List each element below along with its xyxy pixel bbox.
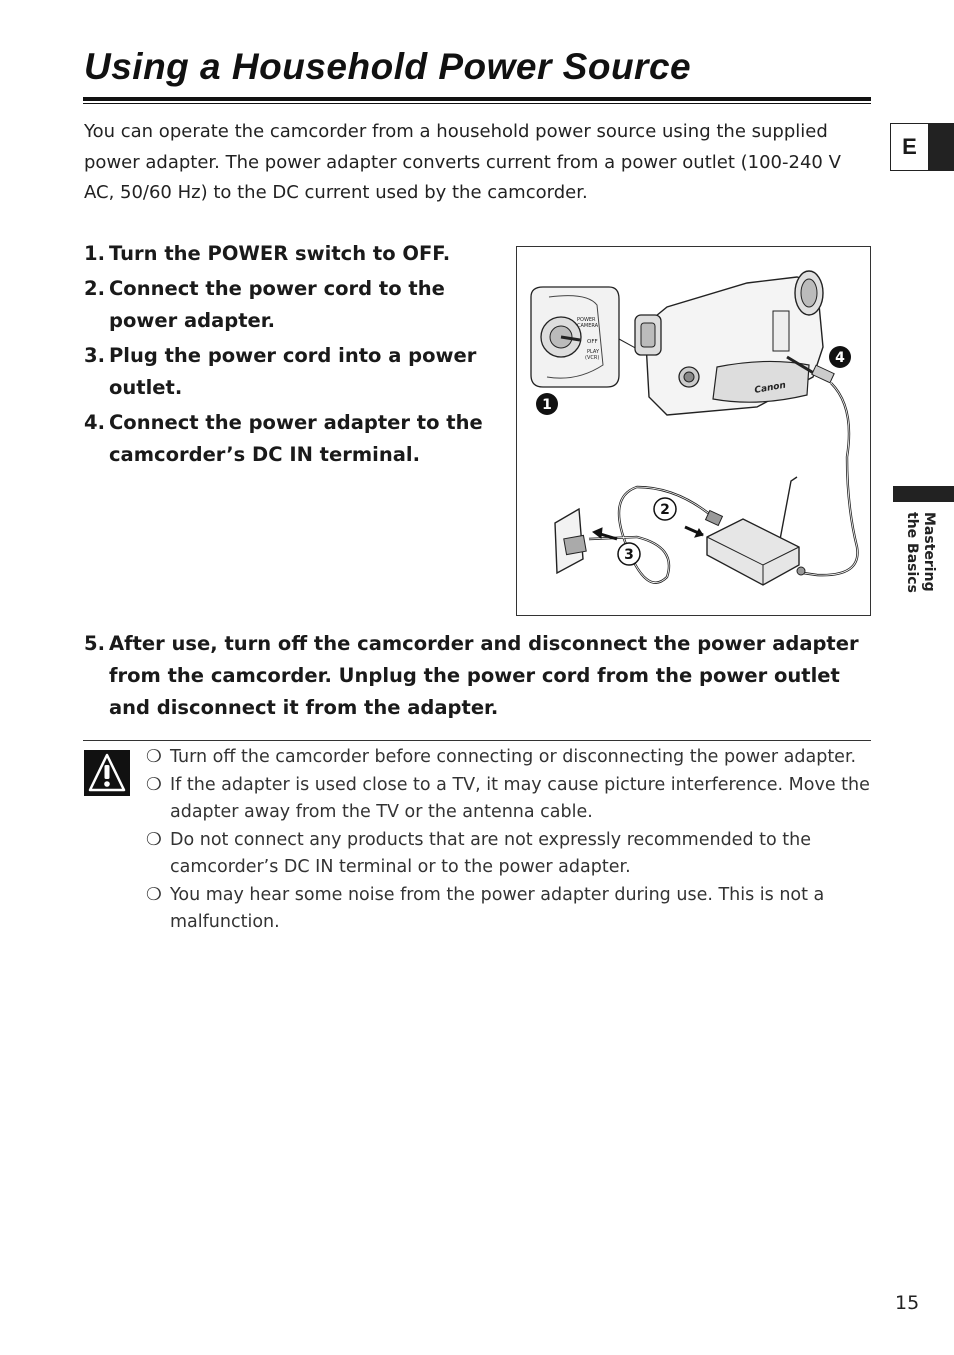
step-text: Turn the POWER switch to OFF. (109, 242, 451, 265)
note-text: Turn off the camcorder before connecting or disconnecting the power adapter. (170, 747, 857, 767)
note-item (146, 744, 871, 772)
step-item (84, 407, 484, 471)
svg-text:2: 2 (660, 502, 670, 518)
step-item (84, 238, 484, 270)
language-tab-letter: E (890, 123, 929, 171)
notes-list (146, 744, 871, 937)
power-switch-inset (531, 287, 619, 387)
callout-1 (536, 393, 558, 415)
step-number: 5. (84, 632, 105, 655)
section-tab-line-1: Mastering (921, 512, 937, 592)
step-item (84, 273, 484, 337)
note-text: You may hear some noise from the power adapter during use. This is not a malfunction. (170, 884, 825, 932)
step-number: 1. (84, 242, 105, 265)
callout-4 (829, 346, 851, 368)
steps-list (84, 238, 484, 474)
connection-diagram (516, 246, 871, 616)
wall-outlet-illustration (555, 509, 586, 573)
power-adapter-illustration (707, 519, 805, 585)
note-bullet: ❍ (146, 829, 162, 850)
svg-text:1: 1 (542, 397, 552, 413)
step-item (84, 340, 484, 404)
language-tab (890, 123, 954, 171)
callout-2 (654, 498, 676, 520)
language-tab-fill (929, 123, 954, 171)
note-text: Do not connect any products that are not expressly recommended to the camcorder’s DC IN terminal or to the power adapter. (170, 829, 811, 877)
switch-label-play: PLAY (587, 349, 600, 355)
step-text: After use, turn off the camcorder and disconnect the power adapter from the camcorder. Unplug the power cord from the power outlet and disconnect it from the adapter. (109, 632, 859, 719)
page-number: 15 (895, 1292, 920, 1314)
switch-label-camera: CAMERA (577, 323, 599, 329)
intro-paragraph: You can operate the camcorder from a household power source using the supplied power adapter. The power adapter converts current from a power outlet (100-240 V AC, 50/60 Hz) to the DC current used by the camcorder. (84, 121, 841, 203)
title-rule (83, 97, 871, 101)
section-tab-label (891, 512, 939, 612)
note-bullet: ❍ (146, 884, 162, 905)
note-bullet: ❍ (146, 774, 162, 795)
step-text: Connect the power adapter to the camcorder’s DC IN terminal. (109, 411, 483, 466)
note-item (146, 772, 871, 827)
caution-icon (84, 750, 130, 796)
switch-label-off: OFF (587, 339, 598, 345)
note-item (146, 827, 871, 882)
step-number: 3. (84, 344, 105, 367)
title-rule-thin (83, 103, 871, 104)
step-item-5 (84, 628, 874, 724)
brand-label: Canon (753, 380, 787, 396)
page-title: Using a Household Power Source (84, 46, 692, 87)
note-bullet: ❍ (146, 747, 162, 767)
step-text: Connect the power cord to the power adapter. (109, 277, 445, 332)
section-tab-line-2: the Basics (904, 512, 920, 593)
section-tab-bar (893, 486, 954, 502)
note-text: If the adapter is used close to a TV, it may cause picture interference. Move the adapter away from the TV or the antenna cable. (170, 774, 870, 822)
notes-rule (83, 740, 871, 741)
step-text: Plug the power cord into a power outlet. (109, 344, 477, 399)
camcorder-illustration (635, 271, 834, 415)
step-number: 2. (84, 277, 105, 300)
step-number: 4. (84, 411, 105, 434)
note-item (146, 882, 871, 937)
switch-label-vcr: (VCR) (585, 355, 600, 361)
svg-text:4: 4 (835, 350, 845, 366)
svg-text:3: 3 (624, 547, 634, 563)
callout-3 (618, 543, 640, 565)
switch-label-power: POWER (577, 317, 596, 323)
